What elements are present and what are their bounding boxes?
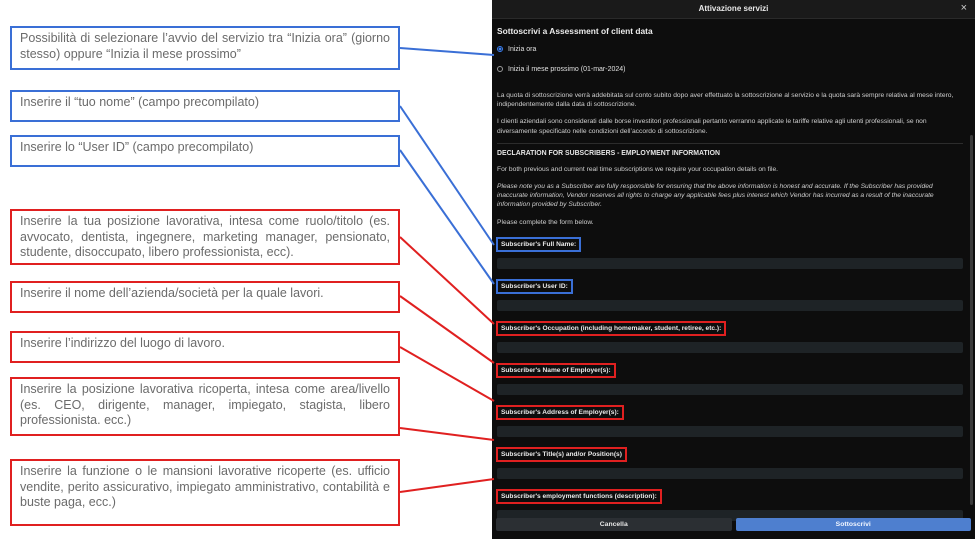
field-user-id (497, 275, 963, 311)
field-employer-address (497, 401, 963, 437)
field-employment-functions (497, 485, 963, 521)
connector-title-position (400, 428, 494, 440)
close-icon[interactable]: × (960, 2, 967, 14)
occupation-label: Subscriber's Occupation (including homemaker, student, retiree, etc.): (496, 321, 726, 336)
field-employer-name (497, 359, 963, 395)
connector-employer-address (400, 347, 494, 401)
scrollbar[interactable] (970, 135, 973, 505)
professional-clients-paragraph: I clienti aziendali sono considerati dalle borse investitori professionali pertanto verranno applicate le tariffe relative agli utenti professionali, se non diversamente specificato nelle condizioni dell’accordo di sottoscrizione. (497, 118, 927, 135)
field-occupation (497, 317, 963, 353)
connector-employer-name (400, 296, 494, 363)
option-start-next-month[interactable] (497, 63, 963, 75)
connector-employment-functions (400, 479, 494, 492)
title-position-label: Subscriber's Title(s) and/or Position(s) (496, 447, 627, 462)
option-start-next-month-label: Inizia il mese prossimo (01-mar-2024) (508, 65, 626, 73)
subscribe-heading: Sottoscrivi a Assessment of client data (497, 26, 653, 36)
callout-employment-functions: Inserire la funzione o le mansioni lavorative ricoperte (es. ufficio vendite, perito assicurativo, impiegato amministrativo, contabilità e buste paga, ecc.) (10, 459, 400, 526)
employer-name-label: Subscriber's Name of Employer(s): (496, 363, 616, 378)
callout-start-option: Possibilità di selezionare l’avvio del servizio tra “Inizia ora” (giorno stesso) oppure “Inizia il mese prossimo” (10, 26, 400, 70)
employer-address-input[interactable] (497, 426, 963, 437)
full-name-label: Subscriber's Full Name: (496, 237, 581, 252)
connector-occupation (400, 237, 494, 324)
employment-functions-label: Subscriber's employment functions (description): (496, 489, 662, 504)
occupation-input[interactable] (497, 342, 963, 353)
callout-employer-name: Inserire il nome dell’azienda/società per la quale lavori. (10, 281, 400, 313)
dialog-titlebar (492, 0, 975, 19)
field-title-position (497, 443, 963, 479)
title-position-input[interactable] (497, 468, 963, 479)
radio-selected-icon[interactable] (497, 46, 503, 52)
dialog-footer (496, 518, 971, 531)
callout-title-position: Inserire la posizione lavorativa ricoperta, intesa come area/livello (es. CEO, dirigente, manager, impiegato, stagista, libero professionista. ecc.) (10, 377, 400, 436)
employer-name-input[interactable] (497, 384, 963, 395)
divider (497, 143, 963, 144)
user-id-input[interactable] (497, 300, 963, 311)
employer-address-label: Subscriber's Address of Employer(s): (496, 405, 624, 420)
dialog-title: Attivazione servizi (698, 4, 769, 13)
responsibility-paragraph: Please note you as a Subscriber are fully responsible for ensuring that the above information is honest and accurate. If the Subscriber has provided inaccurate information, Vendor reserves all rights to charge any applicable fees plus interest which Vendor has incurred as a result of the inaccurate information provided by Subscriber. (497, 183, 934, 209)
activation-dialog (492, 0, 975, 539)
declaration-heading: DECLARATION FOR SUBSCRIBERS - EMPLOYMENT INFORMATION (497, 149, 720, 157)
option-start-now[interactable] (497, 43, 963, 55)
field-full-name (497, 233, 963, 269)
complete-form-paragraph: Please complete the form below. (497, 218, 594, 226)
full-name-input[interactable] (497, 258, 963, 269)
callout-employer-address: Inserire l’indirizzo del luogo di lavoro. (10, 331, 400, 363)
radio-unselected-icon[interactable] (497, 66, 503, 72)
callout-occupation: Inserire la tua posizione lavorativa, intesa come ruolo/titolo (es. avvocato, dentista, ingegnere, marketing manager, pensionato, studente, disoccupato, libero professionista, ecc). (10, 209, 400, 265)
callout-user-id: Inserire lo “User ID” (campo precompilato) (10, 135, 400, 167)
dialog-content (492, 19, 968, 515)
subscribe-button[interactable]: Sottoscrivi (736, 518, 972, 531)
occupation-paragraph: For both previous and current real time subscriptions we require your occupation details on file. (497, 165, 779, 173)
connector-full-name (400, 106, 494, 245)
connector-start-option (400, 48, 494, 55)
connector-user-id (400, 150, 494, 284)
option-start-now-label: Inizia ora (508, 45, 537, 53)
start-options-group (497, 43, 963, 83)
fee-paragraph: La quota di sottoscrizione verrà addebitata sul conto subito dopo aver effettuato la sottoscrizione al servizio e la quota sarà sempre relativa al mese intero, indipendentemente dalla data di sottoscrizione. (497, 92, 954, 109)
callout-full-name: Inserire il “tuo nome” (campo precompilato) (10, 90, 400, 122)
user-id-label: Subscriber's User ID: (496, 279, 573, 294)
cancel-button[interactable]: Cancella (496, 518, 732, 531)
